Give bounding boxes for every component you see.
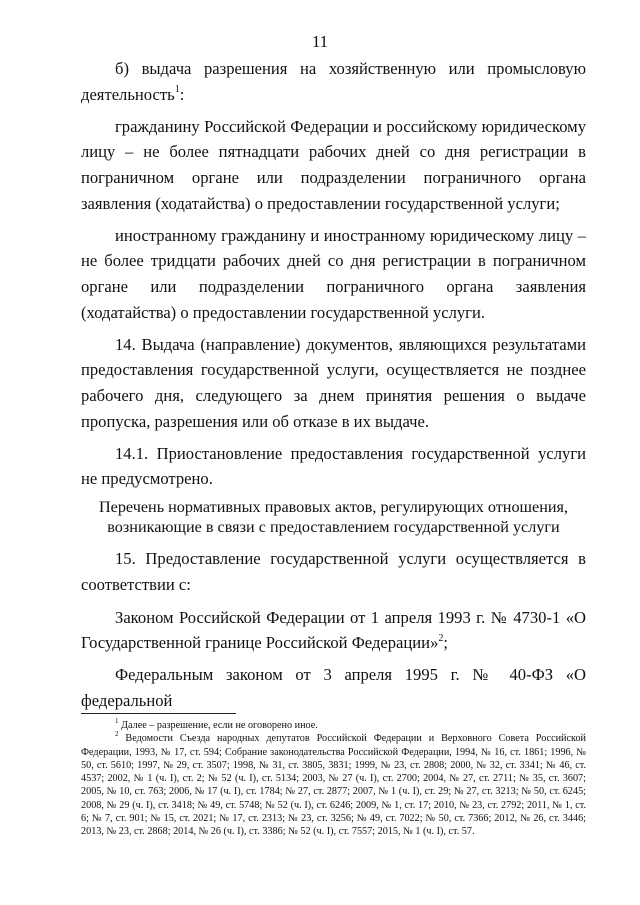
paragraph-permit-issuance xyxy=(81,56,586,107)
paragraph-15-provision: 15. Предоставление государственной услуги осуществляется в соответствии с: xyxy=(81,549,586,595)
paragraph-tail: : xyxy=(179,84,185,104)
paragraph-foreigner-term: иностранному гражданину и иностранному юридическому лицу – не более тридцати рабочих дней со дня регистрации в пограничном органе или подразделении пограничного органа заявления (ходатайства) о предоставлении государственной услуги. xyxy=(81,225,586,322)
footnote-ref-1[interactable]: 1 xyxy=(174,84,180,96)
paragraph-text: Законом Российской Федерации от 1 апреля 1993 г. № 4730-1 «О Государственной границе Российской Федерации» xyxy=(81,607,586,653)
footnote-2 xyxy=(81,729,586,838)
footnotes xyxy=(81,716,586,839)
paragraph-text: б) выдача разрешения на хозяйственную или промысловую деятельность xyxy=(81,59,586,104)
paragraph-law-40fz: Федеральным законом от 3 апреля 1995 г. № 40-ФЗ «О федеральной xyxy=(81,665,586,711)
document-body xyxy=(81,56,586,720)
paragraph-14-1-suspension: 14.1. Приостановление предоставления государственной услуги не предусмотрено. xyxy=(81,443,586,489)
section-heading: Перечень нормативных правовых актов, регулирующих отношения, возникающие в связи с предоставлением государственной услуги xyxy=(98,498,569,536)
page-number: 11 xyxy=(311,32,329,51)
footnote-divider xyxy=(81,713,236,714)
footnote-text: Ведомости Съезда народных депутатов Российской Федерации и Верховного Совета Российской Федерации, 1993, № 17, ст. 594; Собрание законодательства Российской Федерации, 1994, № 16, ст. 1861; 1996, № 50, ст. 5610; 1997, № 29, ст. 3507; 1998, № 31, ст. 3805, 3831; 1999, № 23, ст. 2808; 2000, № 32, ст. 3341; № 46, ст. 4537; 2002, № 1 (ч. I), ст. 2; № 52 (ч. I), ст. 5134; 2003, № 27 (ч. I), ст. 2700; 2004, № 27, ст. 2711; № 35, ст. 3607; 2005, № 10, ст. 763; 2006, № 17 (ч. I), ст. 1784; № 27, ст. 2877; 2007, № 1 (ч. I), ст. 29; № 27, ст. 3213; № 50, ст. 6245; 2008, № 29 (ч. I), ст. 3418; № 49, ст. 5748; № 52 (ч. I), ст. 6246; 2009, № 1, ст. 17; 2010, № 23, ст. 2792; 2011, № 1, ст. 6; № 7, ст. 901; № 15, ст. 2021; № 17, ст. 2313; № 23, ст. 3256; № 49, ст. 7022; № 50, ст. 7366; 2012, № 26, ст. 3446; 2013, № 23, ст. 2868; 2014, № 26 (ч. I), ст. 3386; № 52 (ч. I), ст. 7557; 2015, № 1 (ч. I), ст. 57. xyxy=(81,733,586,838)
paragraph-tail: ; xyxy=(443,633,448,653)
paragraph-law-4730 xyxy=(81,605,586,656)
paragraph-citizen-term: гражданину Российской Федерации и российскому юридическому лицу – не более пятнадцати рабочих дней со дня регистрации в пограничном органе или подразделении пограничного органа заявления (ходатайства) о предоставлении государственной услуги; xyxy=(81,116,586,213)
footnote-marker: 1 xyxy=(115,716,119,725)
footnote-ref-2[interactable]: 2 xyxy=(438,632,444,644)
footnote-text: Далее – разрешение, если не оговорено иное. xyxy=(121,720,318,731)
paragraph-14-issuance: 14. Выдача (направление) документов, являющихся результатами предоставления государственной услуги, осуществляется не позднее рабочего дня, следующего за днем принятия решения о выдаче пропуска, разрешения или об отказе в их выдаче. xyxy=(81,334,586,431)
footnote-marker: 2 xyxy=(115,729,119,738)
footnote-1 xyxy=(81,716,586,732)
